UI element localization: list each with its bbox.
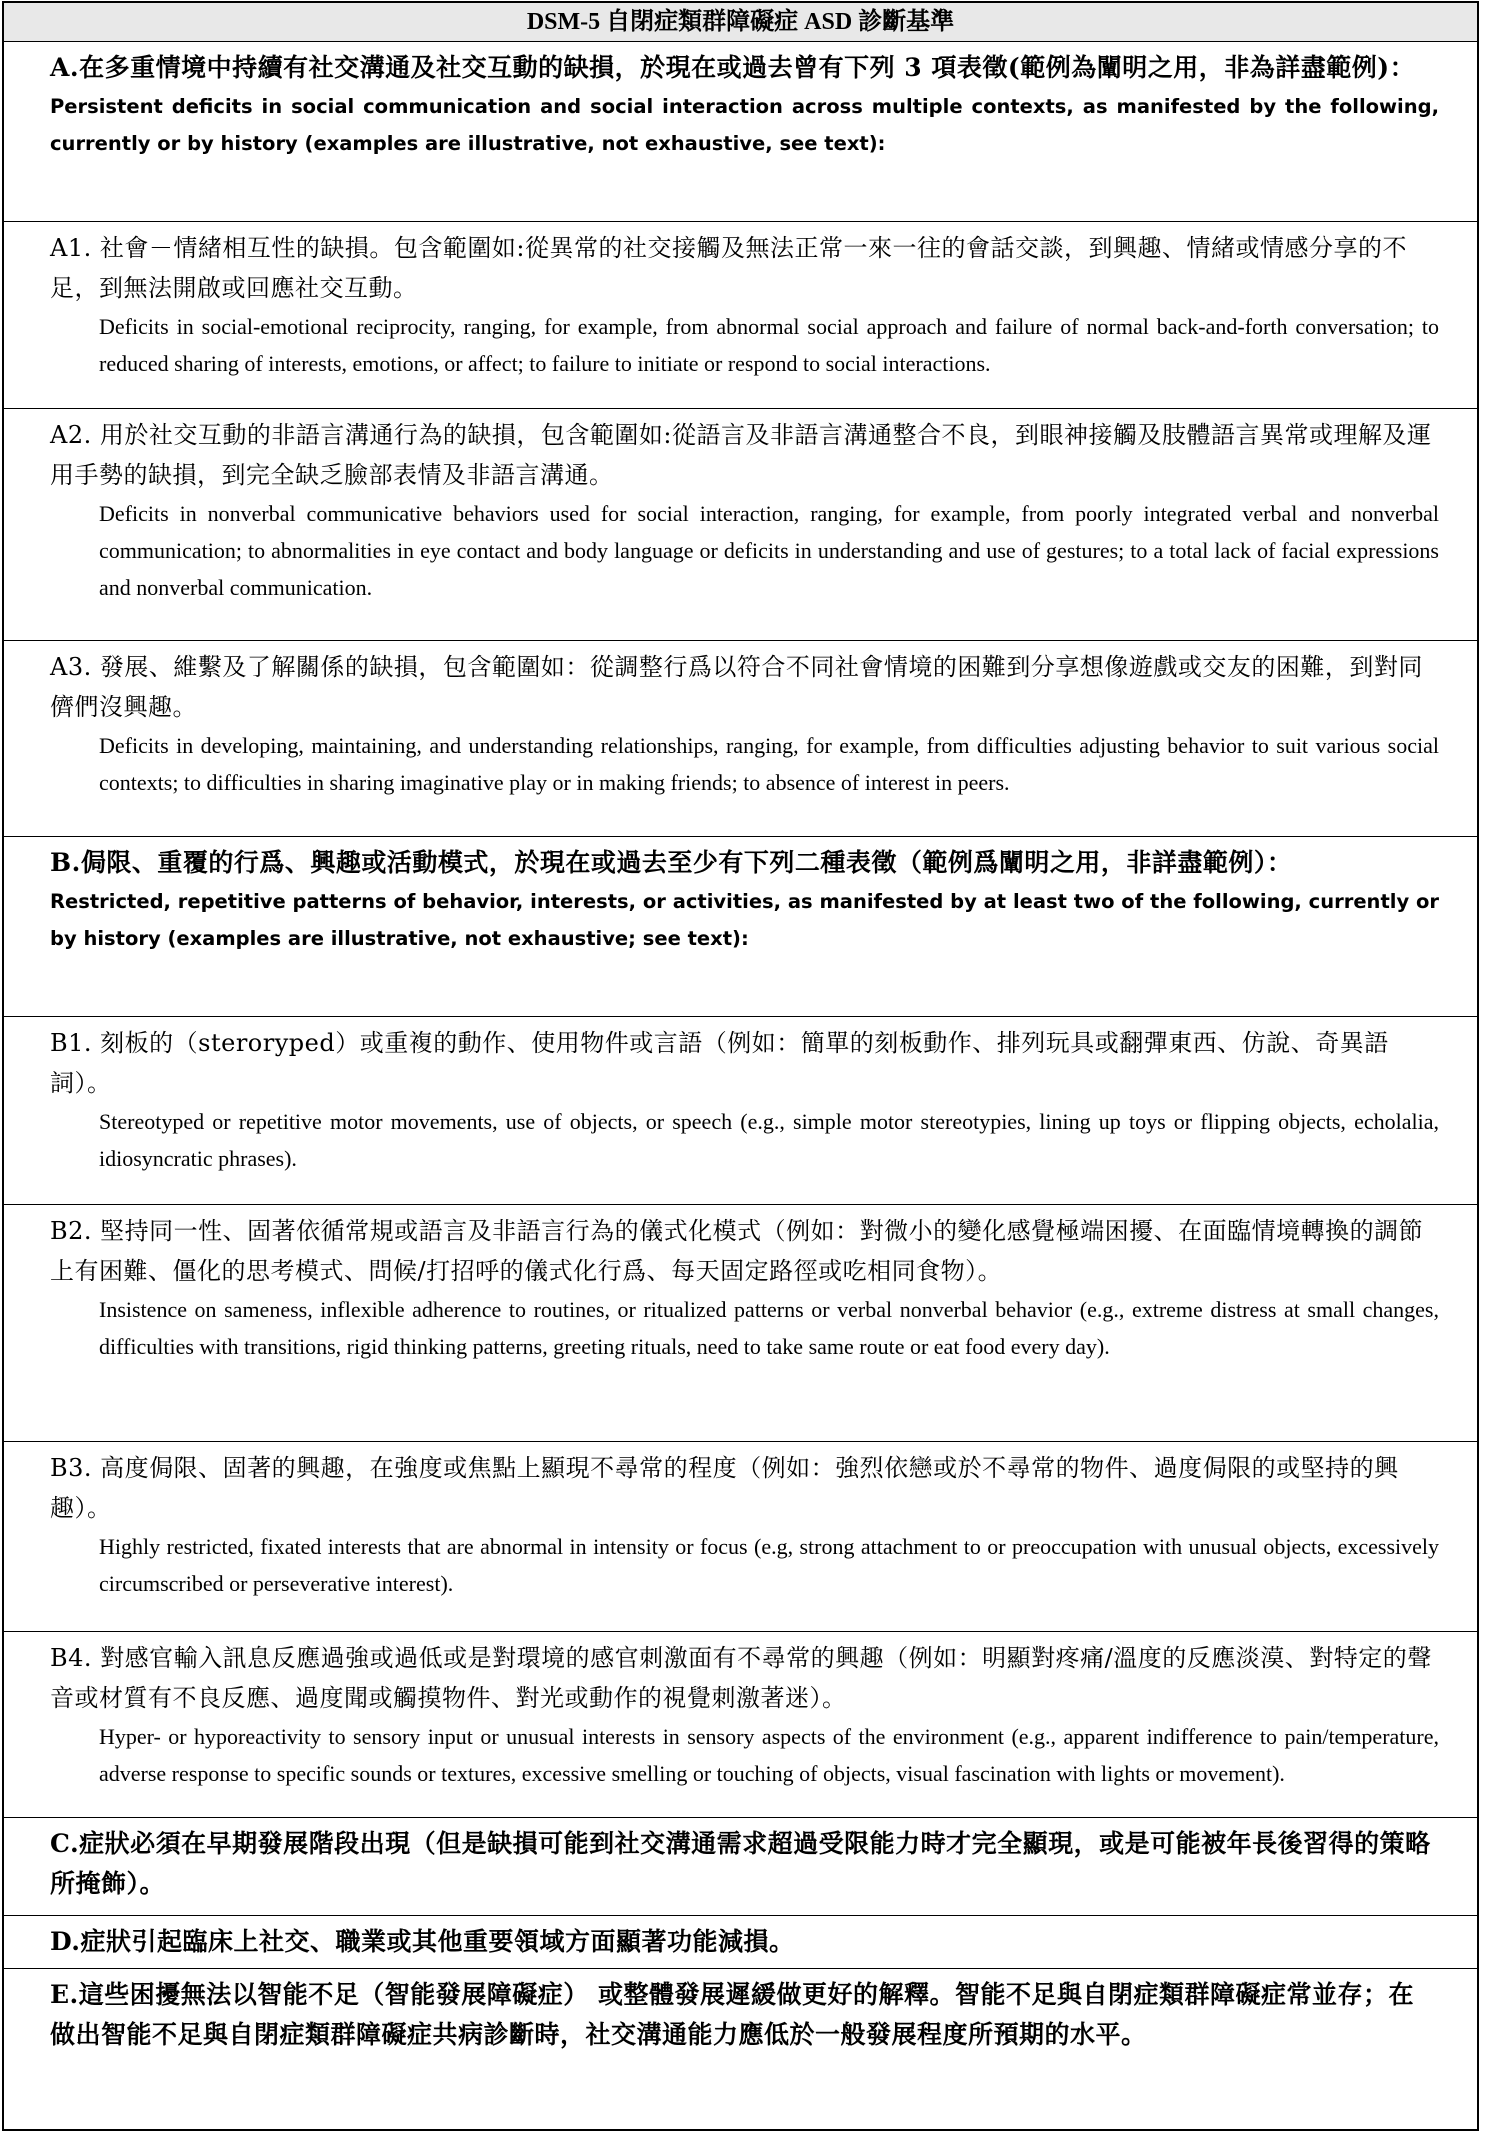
criteria-table	[2, 1, 1479, 2131]
criterion-b4-zh: B4. 對感官輸入訊息反應過強或過低或是對環境的感官刺激面有不尋常的興趣（例如：明顯對疼痛/溫度的反應淡漠、對特定的聲音或材質有不良反應、過度聞或觸摸物件、對光或動作的視覺刺激著迷）。	[50, 1644, 1432, 1712]
criterion-a1-row	[4, 221, 1477, 408]
criterion-b2-en: Insistence on sameness, inflexible adherence to routines, or ritualized patterns or verbal nonverbal behavior (e.g., extreme distress at small changes, difficulties with transitions, rigid thinking patterns, greeting rituals, need to take same route or eat food every day).	[99, 1297, 1439, 1359]
section-e-text: E.這些困擾無法以智能不足（智能發展障礙症） 或整體發展遲緩做更好的解釋。智能不足與自閉症類群障礙症常並存；在做出智能不足與自閉症類群障礙症共病診斷時，社交溝通能力應低於一般發展程度所預期的水平。	[50, 1980, 1414, 2049]
criterion-a3-row	[4, 640, 1477, 836]
criterion-b3-en: Highly restricted, fixated interests that are abnormal in intensity or focus (e.g, strong attachment to or preoccupation with unusual objects, excessively circumscribed or perseverative interest).	[99, 1534, 1439, 1596]
criterion-b2-zh: B2. 堅持同一性、固著依循常規或語言及非語言行為的儀式化模式（例如：對微小的變化感覺極端困擾、在面臨情境轉換的調節上有困難、僵化的思考模式、問候/打招呼的儀式化行爲、每天固定路徑或吃相同食物）。	[50, 1217, 1424, 1285]
document-title: DSM-5 自閉症類群障礙症 ASD 診斷基準	[526, 9, 955, 35]
section-b-row	[4, 836, 1477, 1016]
section-d-row	[4, 1915, 1477, 1968]
section-b-heading-en: Restricted, repetitive patterns of behavior, interests, or activities, as manifested by at least two of the following, currently or by history (examples are illustrative, not exhaustive; see text):	[50, 890, 1439, 950]
section-a-heading-en: Persistent deficits in social communication and social interaction across multiple contexts, as manifested by the following, currently or by history (examples are illustrative, not exhaustive, see text):	[50, 95, 1439, 155]
section-e-row	[4, 1968, 1477, 2129]
criterion-b4-row	[4, 1631, 1477, 1817]
criterion-b2-row	[4, 1204, 1477, 1441]
section-c-row	[4, 1817, 1477, 1915]
criterion-a1-en: Deficits in social-emotional reciprocity, ranging, for example, from abnormal social approach and failure of normal back-and-forth conversation; to reduced sharing of interests, emotions, or affect; to failure to initiate or respond to social interactions.	[99, 314, 1439, 376]
criterion-a2-en: Deficits in nonverbal communicative behaviors used for social interaction, ranging, for example, from poorly integrated verbal and nonverbal communication; to abnormalities in eye contact and body language or deficits in understanding and use of gestures; to a total lack of facial expressions and nonverbal communication.	[99, 501, 1439, 600]
section-a-heading-zh: A.在多重情境中持續有社交溝通及社交互動的缺損，於現在或過去曾有下列 3 項表徵(範例為闡明之用，非為詳盡範例)：	[50, 53, 1416, 82]
section-c-text: C.症狀必須在早期發展階段出現（但是缺損可能到社交溝通需求超過受限能力時才完全顯現，或是可能被年長後習得的策略所掩飾）。	[50, 1829, 1431, 1898]
criterion-b3-row	[4, 1441, 1477, 1631]
criterion-b3-zh: B3. 高度侷限、固著的興趣，在強度或焦點上顯現不尋常的程度（例如：強烈依戀或於不尋常的物件、過度侷限的或堅持的興趣）。	[50, 1454, 1399, 1522]
criterion-a2-row	[4, 408, 1477, 640]
criterion-b1-zh: B1. 刻板的（steroryped）或重複的動作、使用物件或言語（例如：簡單的刻板動作、排列玩具或翻彈東西、仿說、奇異語詞）。	[50, 1029, 1389, 1097]
criterion-b4-en: Hyper- or hyporeactivity to sensory input or unusual interests in sensory aspects of the environment (e.g., apparent indifference to pain/temperature, adverse response to specific sounds or textures, excessive smelling or touching of objects, visual fascination with lights or movement).	[99, 1724, 1439, 1786]
criterion-a3-en: Deficits in developing, maintaining, and understanding relationships, ranging, for example, from difficulties adjusting behavior to suit various social contexts; to difficulties in sharing imaginative play or in making friends; to absence of interest in peers.	[99, 733, 1439, 795]
criterion-b1-row	[4, 1016, 1477, 1204]
criterion-b1-en: Stereotyped or repetitive motor movements, use of objects, or speech (e.g., simple motor stereotypies, lining up toys or flipping objects, echolalia, idiosyncratic phrases).	[99, 1109, 1439, 1171]
section-d-text: D.症狀引起臨床上社交、職業或其他重要領域方面顯著功能減損。	[50, 1927, 795, 1956]
title-row	[4, 3, 1477, 41]
criterion-a2-zh: A2. 用於社交互動的非語言溝通行為的缺損，包含範圍如:從語言及非語言溝通整合不良，到眼神接觸及肢體語言異常或理解及運用手勢的缺損，到完全缺乏臉部表情及非語言溝通。	[50, 421, 1432, 489]
section-b-heading-zh: B.侷限、重覆的行爲、興趣或活動模式，於現在或過去至少有下列二種表徵（範例爲闡明之用，非詳盡範例）：	[50, 848, 1293, 877]
criterion-a3-zh: A3. 發展、維繫及了解關係的缺損，包含範圍如：從調整行爲以符合不同社會情境的困難到分享想像遊戲或交友的困難，到對同儕們沒興趣。	[50, 653, 1423, 721]
criterion-a1-zh: A1. 社會－情緒相互性的缺損。包含範圍如:從異常的社交接觸及無法正常一來一往的會話交談，到興趣、情緒或情感分享的不足，到無法開啟或回應社交互動。	[50, 234, 1407, 302]
section-a-row	[4, 41, 1477, 221]
